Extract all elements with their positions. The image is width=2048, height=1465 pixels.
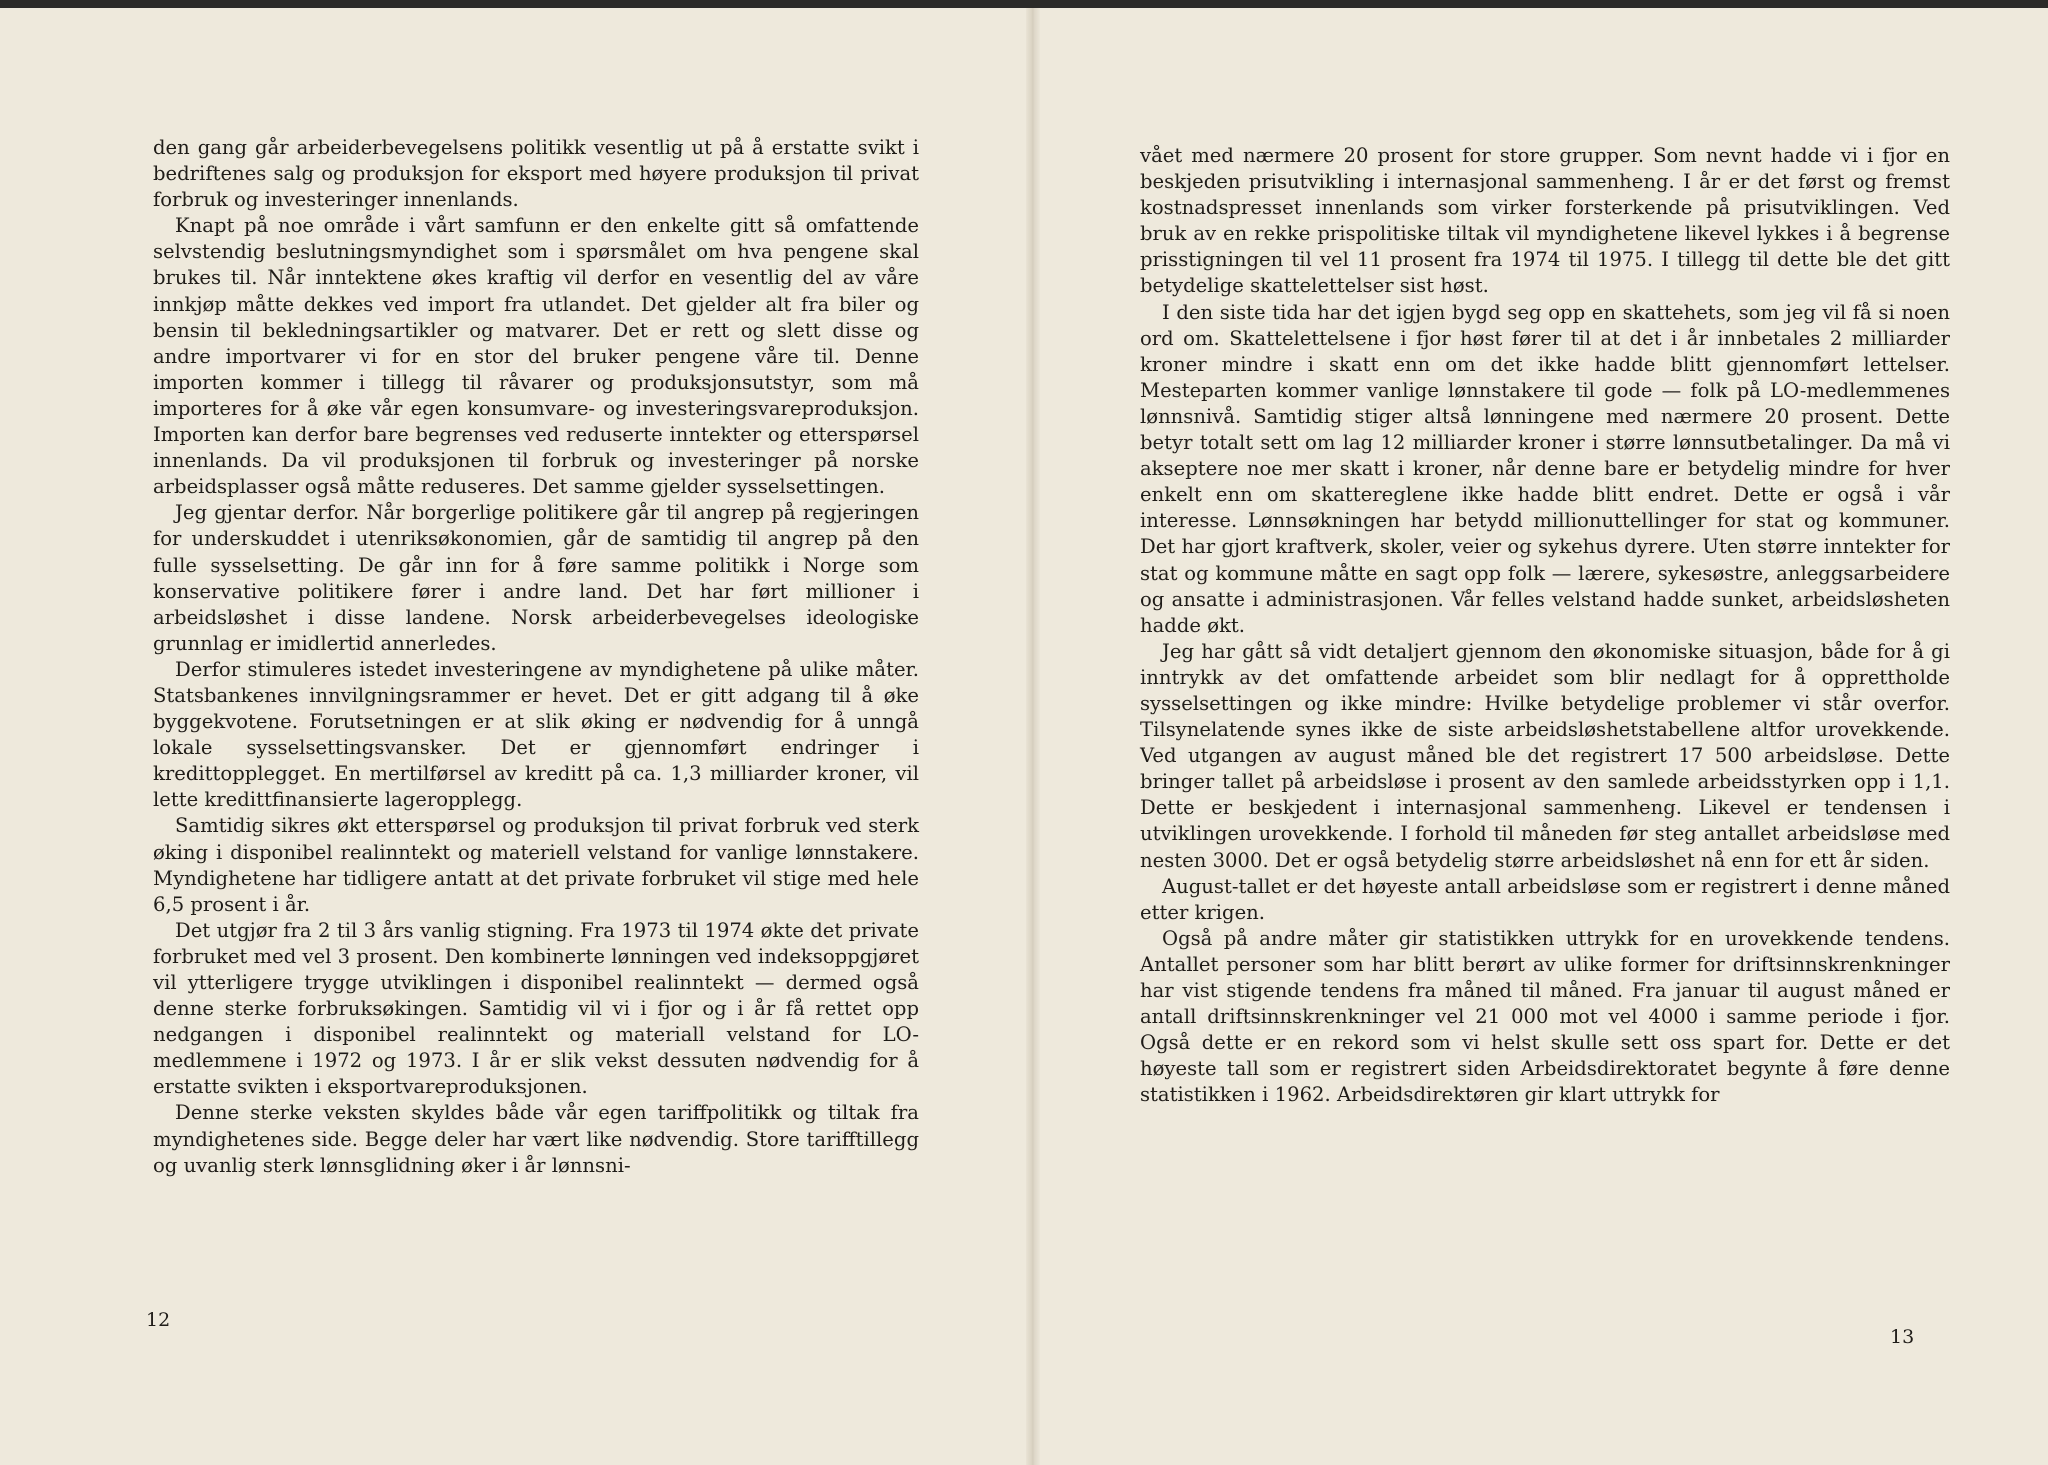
paragraph: vået med nærmere 20 prosent for store grupper. Som nevnt hadde vi i fjor en beskjeden prisutvikling i internasjonal sammenheng. I år er det først og fremst kostnadspresset innenlands som virker forsterkende på prisutviklingen. Ved bruk av en rekke prispolitiske tiltak vil myndighetene likevel lykkes i å begrense prisstigningen til vel 11 prosent fra 1974 til 1975. I tillegg til dette ble det gitt betydelige skattelettelser sist høst. bbox=[1140, 144, 1950, 298]
right-text-column bbox=[1140, 143, 1950, 1108]
paragraph: August-tallet er det høyeste antall arbeidsløse som er registrert i denne måned etter krigen. bbox=[1140, 874, 1950, 924]
book-spread bbox=[0, 8, 2048, 1465]
paragraph: I den siste tida har det igjen bygd seg opp en skattehets, som jeg vil få si noen ord om. Skattelettelsene i fjor høst fører til at det i år innbetales 2 milliarder kroner mindre i skatt enn om det ikke hadde blitt gjennomført lettelser. Mesteparten kommer vanlige lønnstakere til gode — folk på LO-medlemmenes lønnsnivå. Samtidig stiger altså lønningene med nærmere 20 prosent. Dette betyr totalt sett om lag 12 milliarder kroner i større lønnsutbetalinger. Da må vi akseptere noe mer skatt i kroner, når denne bare er betydelig mindre for hver enkelt enn om skattereglene ikke hadde blitt endret. Dette er også i vår interesse. Lønnsøkningen har betydd millionuttellinger for stat og kommuner. Det har gjort kraftverk, skoler, veier og sykehus dyrere. Uten større inntekter for stat og kommune måtte en sagt opp folk — lærere, sykesøstre, anleggsarbeidere og ansatte i administrasjonen. Vår felles velstand hadde sunket, arbeidsløsheten hadde økt. bbox=[1140, 300, 1950, 637]
paragraph: den gang går arbeiderbevegelsens politikk vesentlig ut på å erstatte svikt i bedriftenes salg og produksjon for eksport med høyere produksjon til privat forbruk og investeringer innenlands. bbox=[153, 136, 919, 212]
paragraph: Samtidig sikres økt etterspørsel og produksjon til privat forbruk ved sterk øking i disponibel realinntekt og materiell velstand for vanlige lønnstakere. Myndighetene har tidligere antatt at det private forbruket vil stige med hele 6,5 prosent i år. bbox=[153, 814, 919, 916]
paragraph: Denne sterke veksten skyldes både vår egen tariffpolitikk og tiltak fra myndighetenes side. Begge deler har vært like nødvendig. Store tarifftillegg og uvanlig sterk lønnsglidning øker i år lønnsni- bbox=[153, 1101, 919, 1177]
paragraph: Knapt på noe område i vårt samfunn er den enkelte gitt så omfattende selvstendig beslutningsmyndighet som i spørsmålet om hva pengene skal brukes til. Når inntektene økes kraftig vil derfor en vesentlig del av våre innkjøp måtte dekkes ved import fra utlandet. Det gjelder alt fra biler og bensin til bekledningsartikler og matvarer. Det er rett og slett disse og andre importvarer vi for en stor del bruker pengene våre til. Denne importen kommer i tillegg til råvarer og produksjonsutstyr, som må importeres for å øke vår egen konsumvare- og investeringsvareproduksjon. Importen kan derfor bare begrenses ved reduserte inntekter og etterspørsel innenlands. Da vil produksjonen til forbruk og investeringer på norske arbeidsplasser også måtte reduseres. Det samme gjelder sysselsettingen. bbox=[153, 214, 919, 499]
left-text-column bbox=[153, 135, 919, 1179]
paragraph: Jeg har gått så vidt detaljert gjennom den økonomiske situasjon, både for å gi inntrykk av det omfattende arbeidet som blir nedlagt for å opprettholde sysselsettingen og ikke mindre: Hvilke betydelige problemer vi står overfor. Tilsynelatende synes ikke de siste arbeidsløshetstabellene altfor urovekkende. Ved utgangen av august måned ble det registrert 17 500 arbeidsløse. Dette bringer tallet på arbeidsløse i prosent av den samlede arbeidsstyrken opp i 1,1. Dette er beskjedent i internasjonal sammenheng. Likevel er tendensen i utviklingen urovekkende. I forhold til måneden før steg antallet arbeidsløse med nesten 3000. Det er også betydelig større arbeidsløshet nå enn for ett år siden. bbox=[1140, 639, 1950, 872]
paragraph: Også på andre måter gir statistikken uttrykk for en urovekkende tendens. Antallet personer som har blitt berørt av ulike former for driftsinnskrenkninger har vist stigende tendens fra måned til måned. Fra januar til august måned er antall driftsinnskrenkninger vel 21 000 mot vel 4000 i samme periode i fjor. Også dette er en rekord som vi helst skulle sett oss spart for. Dette er det høyeste tall som er registrert siden Arbeidsdirektoratet begynte å føre denne statistikken i 1962. Arbeidsdirektøren gir klart uttrykk for bbox=[1140, 926, 1950, 1107]
paragraph: Det utgjør fra 2 til 3 års vanlig stigning. Fra 1973 til 1974 økte det private forbruket med vel 3 prosent. Den kombinerte lønningen ved indeksoppgjøret vil ytterligere trygge utviklingen i disponibel realinntekt — dermed også denne sterke forbruksøkingen. Samtidig vil vi i fjor og i år få rettet opp nedgangen i disponibel realinntekt og materiall velstand for LO-medlemmene i 1972 og 1973. I år er slik vekst dessuten nødvendig for å erstatte svikten i eksportvareproduksjonen. bbox=[153, 918, 919, 1099]
right-page bbox=[1033, 8, 2048, 1465]
book-gutter bbox=[1026, 8, 1040, 1465]
paragraph: Derfor stimuleres istedet investeringene av myndighetene på ulike måter. Statsbankenes innvilgningsrammer er hevet. Det er gitt adgang til å øke byggekvotene. Forutsetningen er at slik øking er nødvendig for å unngå lokale sysselsettingsvansker. Det er gjennomført endringer i kredittopplegget. En mertilførsel av kreditt på ca. 1,3 milliarder kroner, vil lette kredittfinansierte lageropplegg. bbox=[153, 657, 919, 812]
page-number: 13 bbox=[1890, 1326, 1915, 1348]
page-number: 12 bbox=[146, 1309, 171, 1331]
left-page bbox=[0, 8, 1033, 1465]
paragraph: Jeg gjentar derfor. Når borgerlige politikere går til angrep på regjeringen for underskuddet i utenriksøkonomien, går de samtidig til angrep på den fulle sysselsetting. De går inn for å føre samme politikk i Norge som konservative politikere fører i andre land. Det har ført millioner i arbeidsløshet i disse landene. Norsk arbeiderbevegelses ideologiske grunnlag er imidlertid annerledes. bbox=[153, 501, 919, 655]
